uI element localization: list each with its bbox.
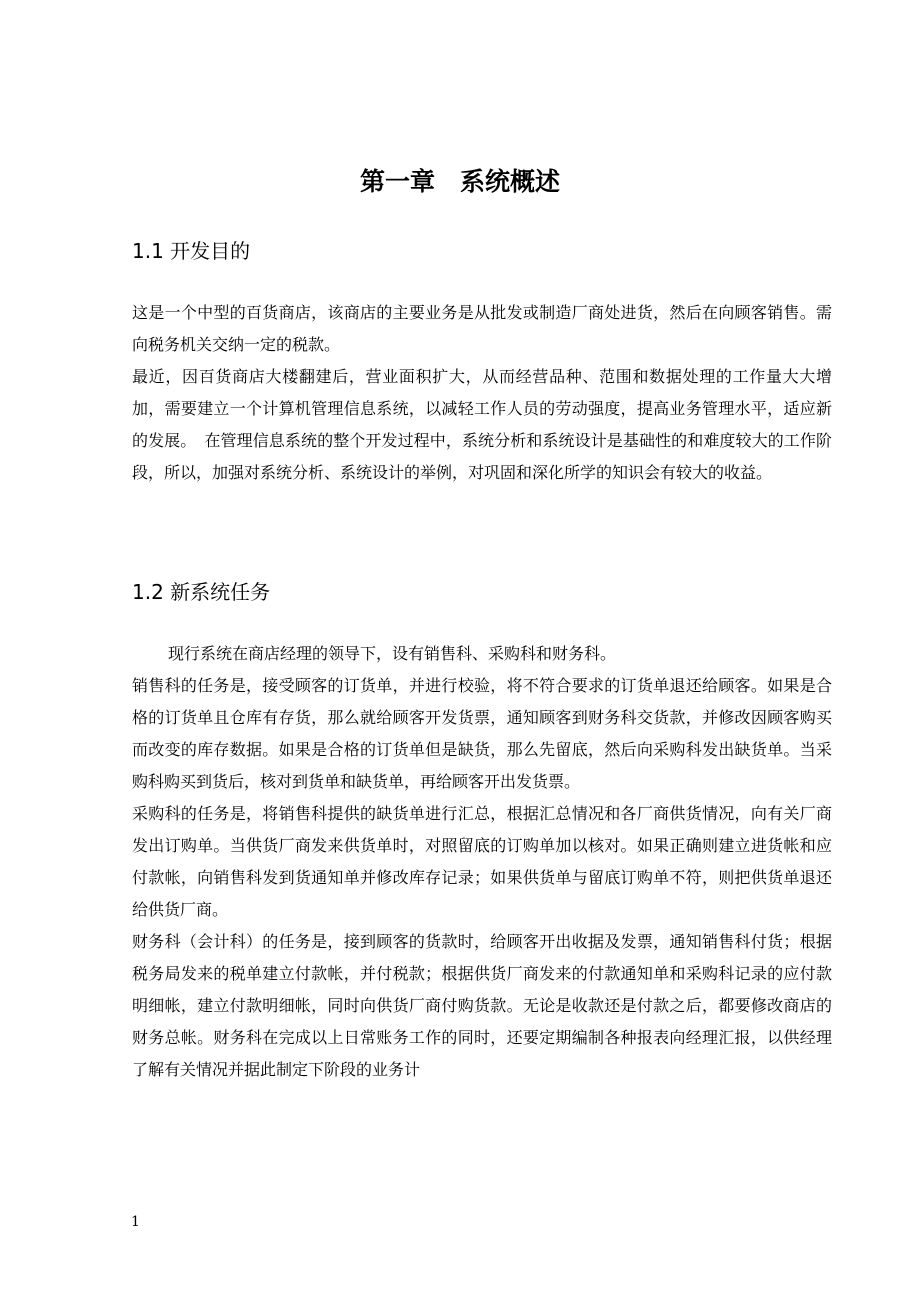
paragraph: 现行系统在商店经理的领导下，设有销售科、采购科和财务科。 [168, 644, 617, 663]
paragraph: 采购科的任务是，将销售科提供的缺货单进行汇总，根据汇总情况和各厂商供货情况，向有关厂商发出订购单。当供货厂商发来供货单时，对照留底的订购单加以核对。如果正确则建立进货帐和应付款帐，向销售科发到货通知单并修改库存记录；如果供货单与留底订购单不符，则把供货单退还给供货厂商。 [132, 804, 832, 919]
paragraph: 这是一个中型的百货商店，该商店的主要业务是从批发或制造厂商处进货，然后在向顾客销售。需向税务机关交纳一定的税款。 [132, 303, 832, 354]
chapter-title: 第一章 系统概述 [359, 167, 560, 196]
section-body-development-purpose [132, 297, 832, 489]
page-number: 1 [131, 1214, 140, 1230]
section-heading-new-system-tasks: 1.2 新系统任务 [132, 580, 271, 604]
paragraph: 最近，因百货商店大楼翻建后，营业面积扩大，从而经营品种、范围和数据处理的工作量大大增加，需要建立一个计算机管理信息系统，以减轻工作人员的劳动强度，提高业务管理水平，适应新的发展。 在管理信息系统的整个开发过程中，系统分析和系统设计是基础性的和难度较大的工作阶段，所以，加强对系统分析、系统设计的举例，对巩固和深化所学的知识会有较大的收益。 [132, 367, 832, 482]
paragraph: 财务科（会计科）的任务是，接到顾客的货款时，给顾客开出收据及发票，通知销售科付货；根据税务局发来的税单建立付款帐，并付税款；根据供货厂商发来的付款通知单和采购科记录的应付款明细帐，建立付款明细帐，同时向供货厂商付购货款。无论是收款还是付款之后，都要修改商店的财务总帐。财务科在完成以上日常账务工作的同时，还要定期编制各种报表向经理汇报，以供经理了解有关情况并据此制定下阶段的业务计 [132, 932, 832, 1079]
paragraph: 销售科的任务是，接受顾客的订货单，并进行校验，将不符合要求的订货单退还给顾客。如果是合格的订货单且仓库有存货，那么就给顾客开发货票，通知顾客到财务科交货款，并修改因顾客购买而改变的库存数据。如果是合格的订货单但是缺货，那么先留底，然后向采购科发出缺货单。当采购科购买到货后，核对到货单和缺货单，再给顾客开出发货票。 [132, 676, 832, 791]
section-heading-development-purpose: 1.1 开发目的 [132, 239, 251, 263]
section-body-new-system-tasks [132, 638, 832, 1086]
